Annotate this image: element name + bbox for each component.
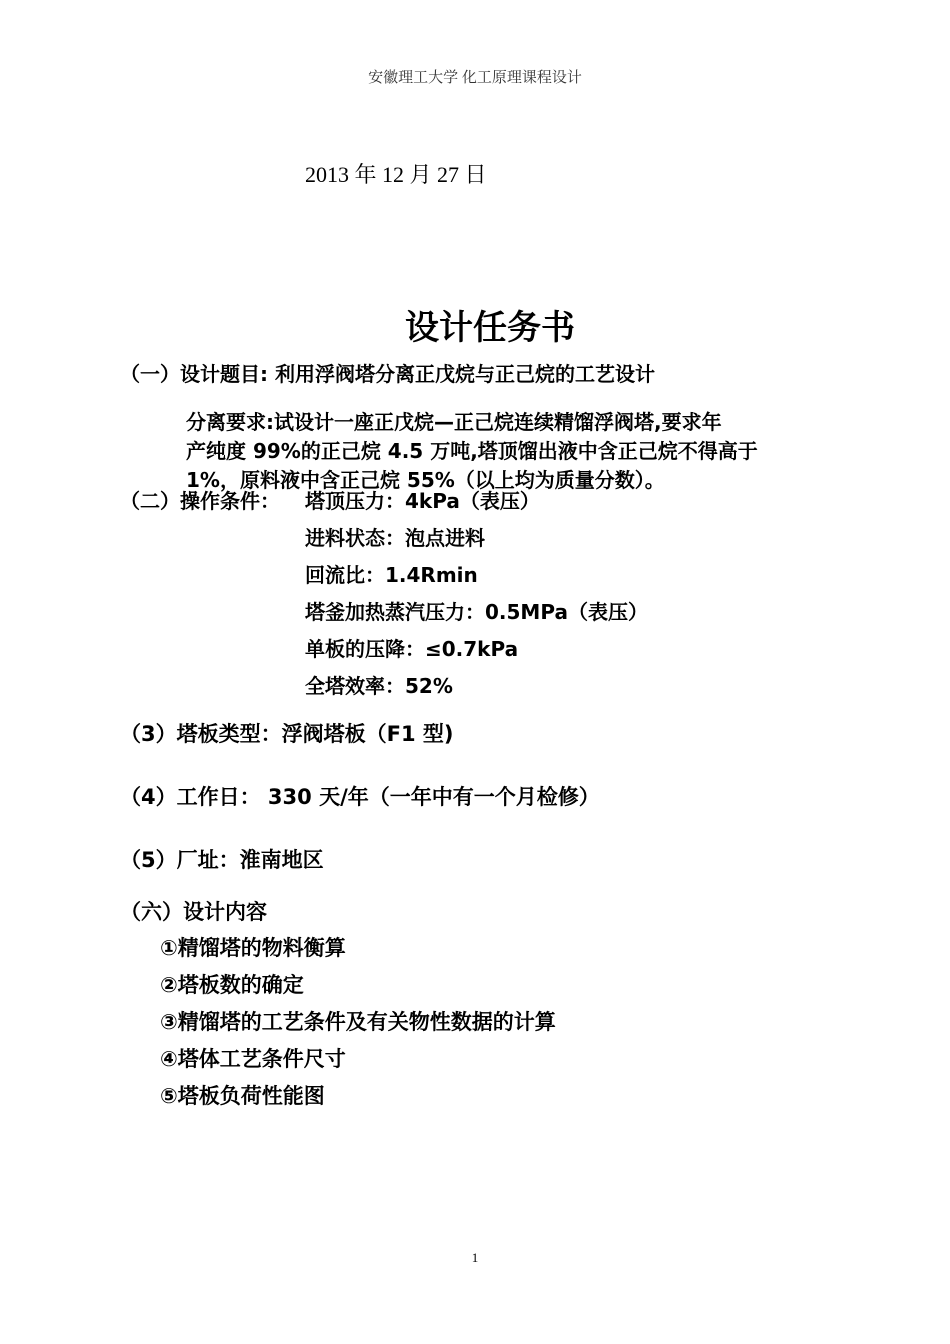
page-title: 设计任务书 [405, 308, 575, 348]
separation-line-3: 1%，原料液中含正己烷 55%（以上均为质量分数）。 [186, 468, 665, 492]
content-item-1: ①精馏塔的物料衡算 [160, 936, 346, 960]
separation-line-2: 产纯度 99%的正己烷 4.5 万吨,塔顶馏出液中含正己烷不得高于 [186, 439, 758, 463]
condition-feed-state: 进料状态：泡点进料 [305, 526, 485, 550]
content-item-3: ③精馏塔的工艺条件及有关物性数据的计算 [160, 1010, 556, 1034]
condition-reflux-ratio: 回流比：1.4Rmin [305, 563, 478, 587]
document-date: 2013 年 12 月 27 日 [305, 162, 487, 187]
separation-requirements [186, 408, 846, 495]
page-number: 1 [471, 1250, 479, 1265]
section-4-working-days: （4）工作日： 330 天/年（一年中有一个月检修） [120, 785, 600, 809]
content-item-5: ⑤塔板负荷性能图 [160, 1084, 325, 1108]
separation-line-1: 分离要求:试设计一座正戊烷—正己烷连续精馏浮阀塔,要求年 [186, 410, 722, 434]
condition-top-pressure: 塔顶压力：4kPa（表压） [305, 489, 540, 513]
section-2-label: （二）操作条件： [120, 489, 280, 513]
section-6-design-content: （六）设计内容 [120, 900, 267, 924]
section-1-design-topic: （一）设计题目: 利用浮阀塔分离正戊烷与正己烷的工艺设计 [120, 362, 655, 386]
section-3-plate-type: （3）塔板类型：浮阀塔板（F1 型) [120, 722, 454, 746]
page-header: 安徽理工大学 化工原理课程设计 [368, 70, 582, 86]
content-item-4: ④塔体工艺条件尺寸 [160, 1047, 346, 1071]
condition-efficiency: 全塔效率：52% [305, 674, 453, 698]
condition-steam-pressure: 塔釜加热蒸汽压力：0.5MPa（表压） [305, 600, 648, 624]
section-5-site: （5）厂址：淮南地区 [120, 848, 324, 872]
condition-plate-pressure-drop: 单板的压降：≤0.7kPa [305, 637, 519, 661]
content-item-2: ②塔板数的确定 [160, 973, 304, 997]
